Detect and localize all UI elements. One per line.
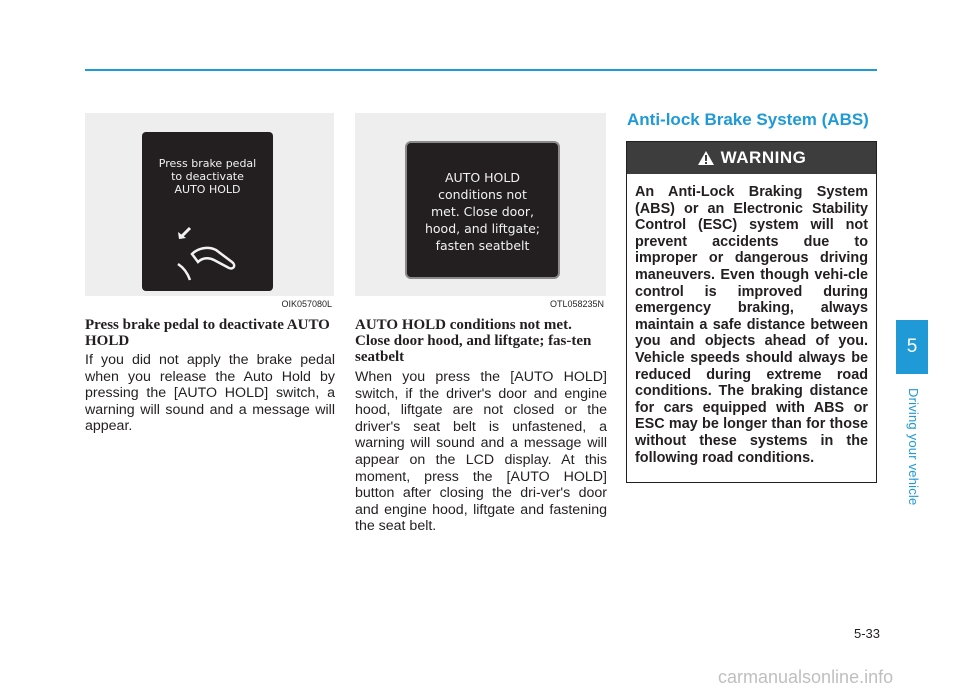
warning-label: WARNING	[720, 148, 807, 167]
figure-auto-hold-conditions	[355, 113, 606, 309]
top-rule	[85, 69, 877, 71]
section-heading: Press brake pedal to deactivate AUTO HOLD	[85, 317, 330, 349]
warning-box	[626, 141, 877, 483]
figure-code: OTL058235N	[549, 299, 604, 309]
warning-header	[627, 142, 876, 174]
warning-triangle-icon	[697, 150, 715, 166]
chapter-label: Driving your vehicle	[906, 388, 921, 506]
lcd-display	[405, 141, 560, 279]
watermark: carmanualsonline.info	[718, 667, 894, 687]
section-body: When you press the [AUTO HOLD] switch, if the driver's door and engine hood, liftgate are not closed or the driver's seat belt is unfastened, a warning will sound and a message will appear on the LCD display. At this moment, press the [AUTO HOLD] button after closing the dri-ver's door and engine hood, liftgate and fastening the seat belt.	[355, 369, 607, 535]
section-body: If you did not apply the brake pedal when you release the Auto Hold by pressing the [AUTO HOLD] switch, a warning will sound and a message will appear.	[85, 352, 335, 435]
lcd-message: AUTO HOLD conditions not met. Close door, hood, and liftgate; fasten seatbelt	[424, 170, 540, 253]
section-heading: AUTO HOLD conditions not met. Close door hood, and liftgate; fas-ten seatbelt	[355, 317, 592, 365]
chapter-tab: 5	[896, 320, 928, 374]
lcd-display	[142, 132, 273, 291]
lcd-message: Press brake pedal to deactivate AUTO HOLD	[158, 157, 257, 196]
abs-section-title: Anti-lock Brake System (ABS)	[627, 110, 869, 129]
figure-code: OIK057080L	[281, 299, 332, 309]
page-number: 5-33	[853, 626, 880, 641]
figure-brake-pedal-message	[85, 113, 334, 309]
warning-text: An Anti-Lock Braking System (ABS) or an Electronic Stability Control (ESC) system will not prevent accidents due to improper or dangerous driving maneuvers. Even though vehi-cle control is improved during emergency braking, always maintain a safe distance between you and objects ahead of you. Vehicle speeds should always be reduced during extreme road conditions. The braking distance for cars equipped with ABS or ESC may be longer than for those without these systems in the following road conditions.	[635, 184, 868, 466]
brake-pedal-icon	[176, 224, 240, 284]
